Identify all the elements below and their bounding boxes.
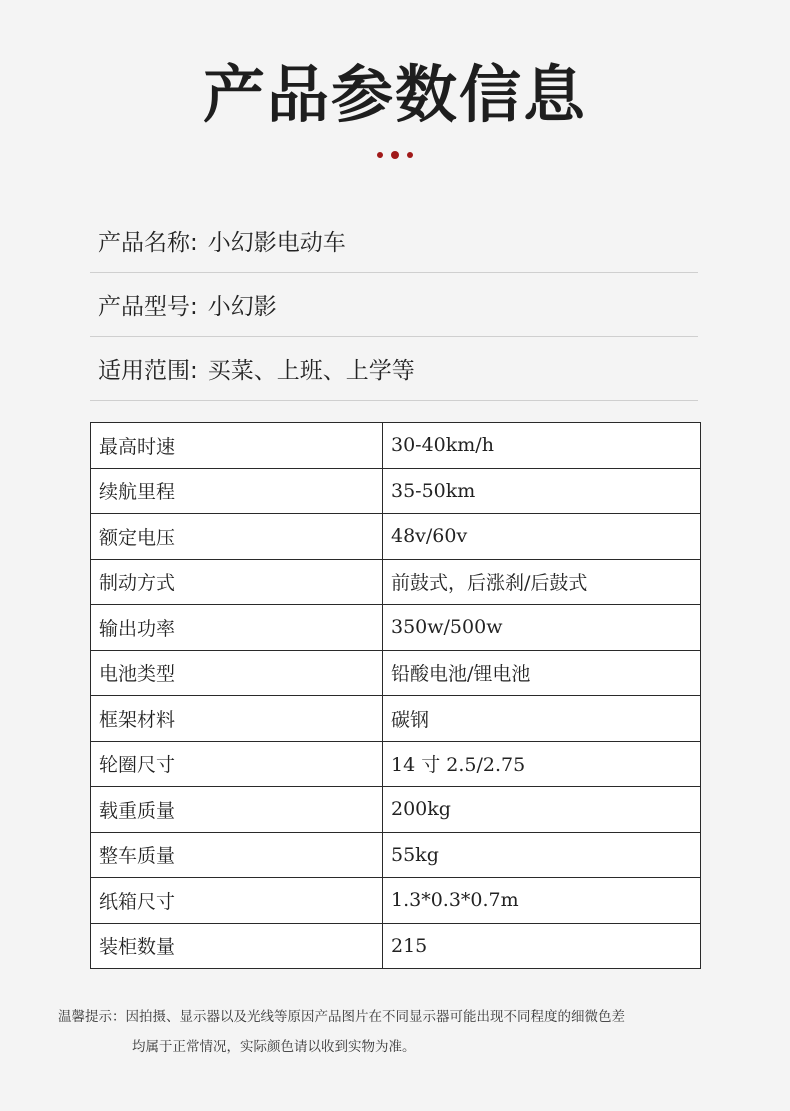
spec-key: 纸箱尺寸 xyxy=(91,878,383,924)
page-title: 产品参数信息 xyxy=(202,58,587,131)
info-label: 产品型号: xyxy=(98,294,198,320)
decorative-dots xyxy=(0,152,790,159)
dot-icon xyxy=(407,152,413,158)
spec-value: 350w/500w xyxy=(383,605,701,651)
table-row xyxy=(91,832,701,878)
spec-key: 输出功率 xyxy=(91,605,383,651)
spec-value: 215 xyxy=(383,923,701,969)
notice-line-2: 均属于正常情况，实际颜色请以收到实物为准。 xyxy=(132,1039,416,1055)
notice xyxy=(58,1002,758,1062)
spec-key: 续航里程 xyxy=(91,468,383,514)
table-row xyxy=(91,468,701,514)
spec-key: 最高时速 xyxy=(91,423,383,469)
spec-value: 200kg xyxy=(383,787,701,833)
table-row xyxy=(91,787,701,833)
spec-table xyxy=(90,422,701,969)
spec-value: 30-40km/h xyxy=(383,423,701,469)
spec-value: 碳钢 xyxy=(383,696,701,742)
info-row-usage-scope xyxy=(90,337,698,401)
spec-value: 前鼓式，后涨刹/后鼓式 xyxy=(383,559,701,605)
spec-key: 整车质量 xyxy=(91,832,383,878)
table-row xyxy=(91,559,701,605)
spec-key: 制动方式 xyxy=(91,559,383,605)
info-row-product-model xyxy=(90,273,698,337)
spec-key: 额定电压 xyxy=(91,514,383,560)
spec-value: 55kg xyxy=(383,832,701,878)
info-value: 小幻影 xyxy=(207,294,277,320)
info-row-product-name xyxy=(90,209,698,273)
spec-key: 框架材料 xyxy=(91,696,383,742)
spec-value: 14 寸 2.5/2.75 xyxy=(383,741,701,787)
table-row xyxy=(91,741,701,787)
info-label: 产品名称: xyxy=(98,230,198,256)
dot-icon xyxy=(391,151,399,159)
table-row xyxy=(91,923,701,969)
spec-key: 轮圈尺寸 xyxy=(91,741,383,787)
table-row xyxy=(91,878,701,924)
dot-icon xyxy=(377,152,383,158)
notice-line-1: 温馨提示：因拍摄、显示器以及光线等原因产品图片在不同显示器可能出现不同程度的细微色差 xyxy=(58,1009,625,1025)
table-row xyxy=(91,696,701,742)
table-row xyxy=(91,650,701,696)
spec-key: 载重质量 xyxy=(91,787,383,833)
info-value: 小幻影电动车 xyxy=(207,230,346,256)
spec-key: 电池类型 xyxy=(91,650,383,696)
table-row xyxy=(91,423,701,469)
spec-value: 铅酸电池/锂电池 xyxy=(383,650,701,696)
table-row xyxy=(91,514,701,560)
table-row xyxy=(91,605,701,651)
spec-value: 48v/60v xyxy=(383,514,701,560)
spec-key: 装柜数量 xyxy=(91,923,383,969)
info-label: 适用范围: xyxy=(98,358,198,384)
spec-value: 1.3*0.3*0.7m xyxy=(383,878,701,924)
info-value: 买菜、上班、上学等 xyxy=(207,358,415,384)
spec-value: 35-50km xyxy=(383,468,701,514)
